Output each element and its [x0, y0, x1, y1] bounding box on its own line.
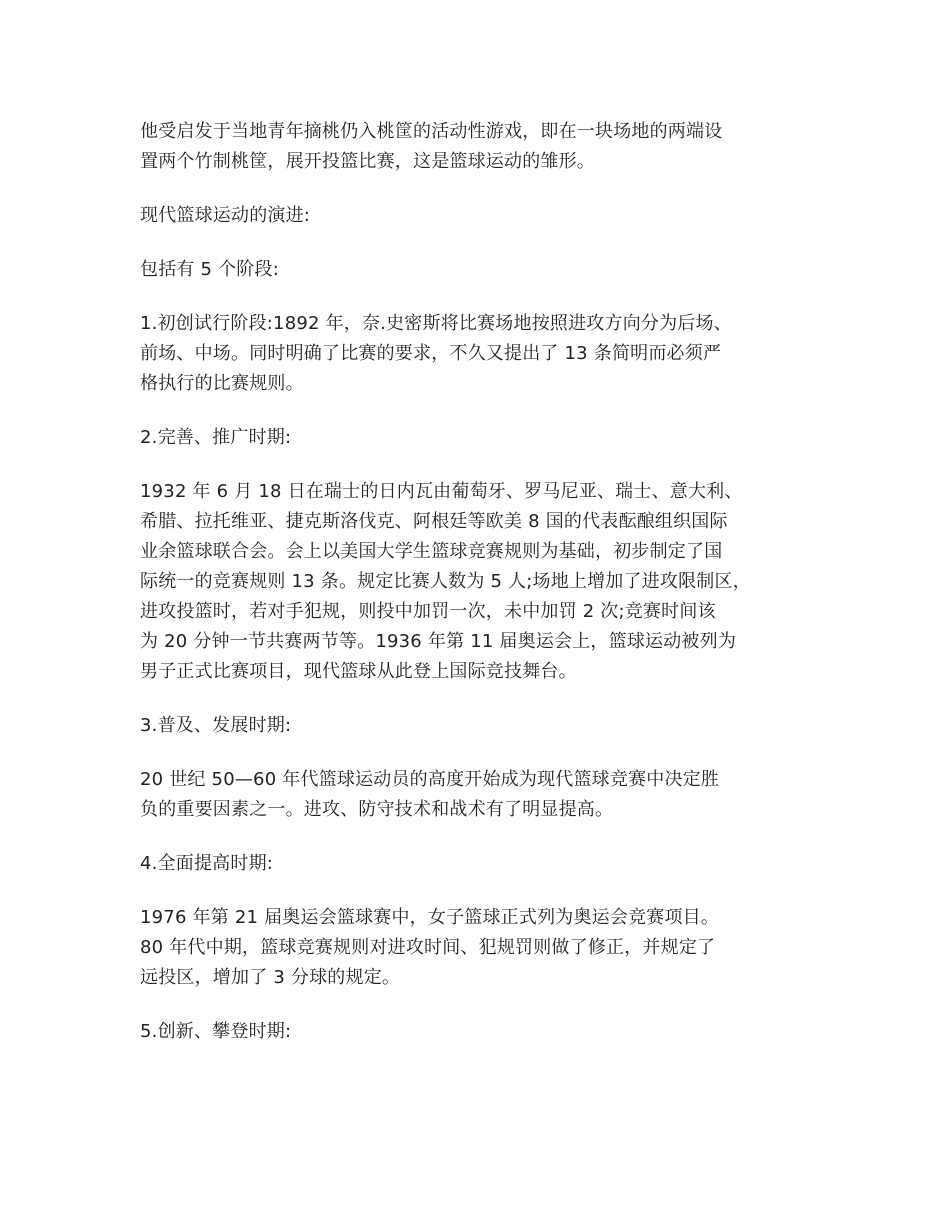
paragraph-origin: [140, 117, 830, 177]
text-line: 1.初创试行阶段:1892 年，奈.史密斯将比赛场地按照进攻方向分为后场、: [140, 313, 732, 334]
text-line: 业余篮球联合会。会上以美国大学生篮球竞赛规则为基础，初步制定了国: [140, 541, 723, 562]
heading-stage-2: [140, 423, 830, 453]
text-line: 进攻投篮时，若对手犯规，则投中加罚一次，未中加罚 2 次;竞赛时间该: [140, 601, 716, 622]
paragraph-stage-1: [140, 309, 830, 399]
text-line: 3.普及、发展时期:: [140, 715, 292, 736]
text-line: 负的重要因素之一。进攻、防守技术和战术有了明显提高。: [140, 799, 614, 820]
paragraph-stage-count: [140, 255, 830, 285]
text-line: 2.完善、推广时期:: [140, 427, 292, 448]
text-line: 80 年代中期，篮球竞赛规则对进攻时间、犯规罚则做了修正，并规定了: [140, 937, 716, 958]
text-line: 格执行的比赛规则。: [140, 373, 304, 394]
text-line: 1976 年第 21 届奥运会篮球赛中，女子篮球正式列为奥运会竞赛项目。: [140, 907, 720, 928]
heading-stage-5: [140, 1017, 830, 1047]
text-line: 为 20 分钟一节共赛两节等。1936 年第 11 届奥运会上，篮球运动被列为: [140, 631, 737, 652]
heading-stage-4: [140, 849, 830, 879]
text-line: 男子正式比赛项目，现代篮球从此登上国际竞技舞台。: [140, 661, 577, 682]
text-line: 希腊、拉托维亚、捷克斯洛伐克、阿根廷等欧美 8 国的代表酝酿组织国际: [140, 511, 728, 532]
text-line: 1932 年 6 月 18 日在瑞士的日内瓦由葡萄牙、罗马尼亚、瑞士、意大利、: [140, 481, 743, 502]
text-line: 际统一的竞赛规则 13 条。规定比赛人数为 5 人;场地上增加了进攻限制区，: [140, 571, 751, 592]
text-line: 包括有 5 个阶段:: [140, 259, 279, 280]
text-line: 4.全面提高时期:: [140, 853, 274, 874]
section-heading-evolution: [140, 201, 830, 231]
text-line: 前场、中场。同时明确了比赛的要求，不久又提出了 13 条简明而必须严: [140, 343, 722, 364]
text-line: 5.创新、攀登时期:: [140, 1021, 292, 1042]
paragraph-stage-2: [140, 477, 830, 687]
text-line: 置两个竹制桃筐，展开投篮比赛，这是篮球运动的雏形。: [140, 151, 595, 172]
paragraph-stage-4: [140, 903, 830, 993]
text-line: 远投区，增加了 3 分球的规定。: [140, 967, 401, 988]
document-body: [140, 117, 830, 1071]
paragraph-stage-3: [140, 765, 830, 825]
text-line: 现代篮球运动的演进:: [140, 205, 311, 226]
text-line: 20 世纪 50—60 年代篮球运动员的高度开始成为现代篮球竞赛中决定胜: [140, 769, 720, 790]
text-line: 他受启发于当地青年摘桃仍入桃筐的活动性游戏，即在一块场地的两端设: [140, 121, 723, 142]
heading-stage-3: [140, 711, 830, 741]
